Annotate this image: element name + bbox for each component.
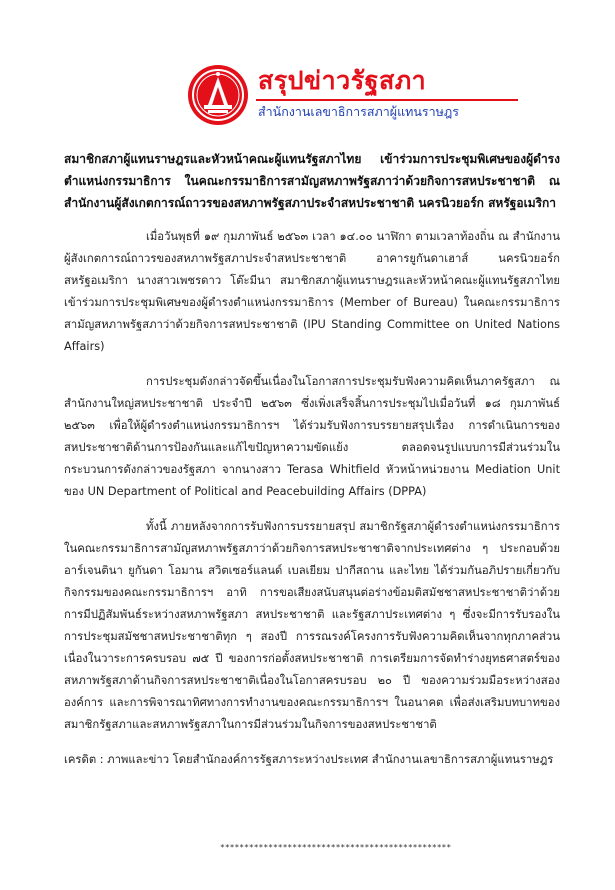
article-paragraph: ทั้งนี้ ภายหลังจากการรับฟังการบรรยายสรุป สมาชิกรัฐสภาผู้ดำรงตำแหน่งกรรมาธิการในคณะกรรมาธิการสามัญสหภาพรัฐสภาว่าด้วยกิจการสหประชาชาติจากประเทศต่าง ๆ ประกอบด้วย อาร์เจนตินา ยูกันดา โอมาน สวิตเซอร์แลนด์ เบลเยียม ปากีสถาน และไทย ได้ร่วมกันอภิปรายเกี่ยวกับกิจกรรมของคณะกรรมาธิการฯ อาทิ การขอเสียงสนับสนุนต่อร่างข้อมติสมัชชาสหประชาชาติว่าด้วยการมีปฏิสัมพันธ์ระหว่างสหภาพรัฐสภา สหประชาชาติ และรัฐสภาประเทศต่าง ๆ ซึ่งจะมีการรับรองในการประชุมสมัชชาสหประชาชาติทุก ๆ สองปี การรณรงค์โครงการรับฟังความคิดเห็นจากทุกภาคส่วนเนื่องในวาระการครบรอบ ๗๕ ปี ของการก่อตั้งสหประชาชาติ การเตรียมการจัดทำร่างยุทธศาสตร์ของสหภาพรัฐสภาด้านกิจการสหประชาชาติเนื่องในโอกาสครบรอบ ๒๐ ปี ของความร่วมมือระหว่างสององค์การ และการพิจารณาทิศทางการทำงานของคณะกรรมาธิการฯ ในอนาคต เพื่อส่งเสริมบทบาทของสมาชิกรัฐสภาและสหภาพรัฐสภาในการมีส่วนร่วมในกิจการของสหประชาชาติ: [64, 520, 560, 731]
brand-underline: [256, 99, 518, 101]
parliament-news-header: [186, 63, 526, 133]
article-credit: เครดิต : ภาพและข่าว โดยสำนักองค์การรัฐสภาระหว่างประเทศ สำนักงานเลขาธิการสภาผู้แทนราษฎร: [64, 753, 554, 766]
brand-title: สรุปข่าวรัฐสภา: [258, 66, 427, 95]
article-paragraph: การประชุมดังกล่าวจัดขึ้นเนื่องในโอกาสการประชุมรับฟังความคิดเห็นภาครัฐสภา ณ สำนักงานใหญ่สหประชาชาติ ประจำปี ๒๕๖๓ ซึ่งเพิ่งเสร็จสิ้นการประชุมไปเมื่อวันที่ ๑๘ กุมภาพันธ์ ๒๕๖๓ เพื่อให้ผู้ดำรงตำแหน่งกรรมาธิการฯ ได้ร่วมรับฟังการบรรยายสรุปเรื่อง การดำเนินการของสหประชาชาติด้านการป้องกันและแก้ไขปัญหาความขัดแย้ง ตลอดจนรูปแบบการมีส่วนร่วมในกระบวนการดังกล่าวของรัฐสภา จากนางสาว Terasa Whitfield หัวหน้าหน่วยงาน Mediation Unit ของ UN Department of Political and Peacebuilding Affairs (DPPA): [64, 375, 560, 498]
end-divider: ************************************************: [220, 843, 452, 852]
parliament-emblem-icon: [186, 63, 250, 127]
article-body: [64, 148, 560, 771]
article-paragraph: เมื่อวันพุธที่ ๑๙ กุมภาพันธ์ ๒๕๖๓ เวลา ๑๔.๐๐ นาฬิกา ตามเวลาท้องถิ่น ณ สำนักงานผู้สังเกตการณ์ถาวรของสหภาพรัฐสภาประจำสหประชาชาติ อาคารยูกันดาเฮาส์ นครนิวยอร์ก สหรัฐอเมริกา นางสาวเพชรดาว โต๊ะมีนา สมาชิกสภาผู้แทนราษฎรและหัวหน้าคณะผู้แทนรัฐสภาไทย เข้าร่วมการประชุมพิเศษของผู้ดำรงตำแหน่งกรรมาธิการ (Member of Bureau) ในคณะกรรมาธิการสามัญสหภาพรัฐสภาว่าด้วยกิจการสหประชาชาติ (IPU Standing Committee on United Nations Affairs): [64, 230, 560, 353]
brand-subtitle: สำนักงานเลขาธิการสภาผู้แทนราษฎร: [258, 104, 459, 119]
article-headline: สมาชิกสภาผู้แทนราษฎรและหัวหน้าคณะผู้แทนรัฐสภาไทย เข้าร่วมการประชุมพิเศษของผู้ดำรงตำแหน่งกรรมาธิการ ในคณะกรรมาธิการสามัญสหภาพรัฐสภาว่าด้วยกิจการสหประชาชาติ ณ สำนักงานผู้สังเกตการณ์ถาวรของสหภาพรัฐสภาประจำสหประชาชาติ นครนิวยอร์ก สหรัฐอเมริกา: [64, 152, 560, 210]
